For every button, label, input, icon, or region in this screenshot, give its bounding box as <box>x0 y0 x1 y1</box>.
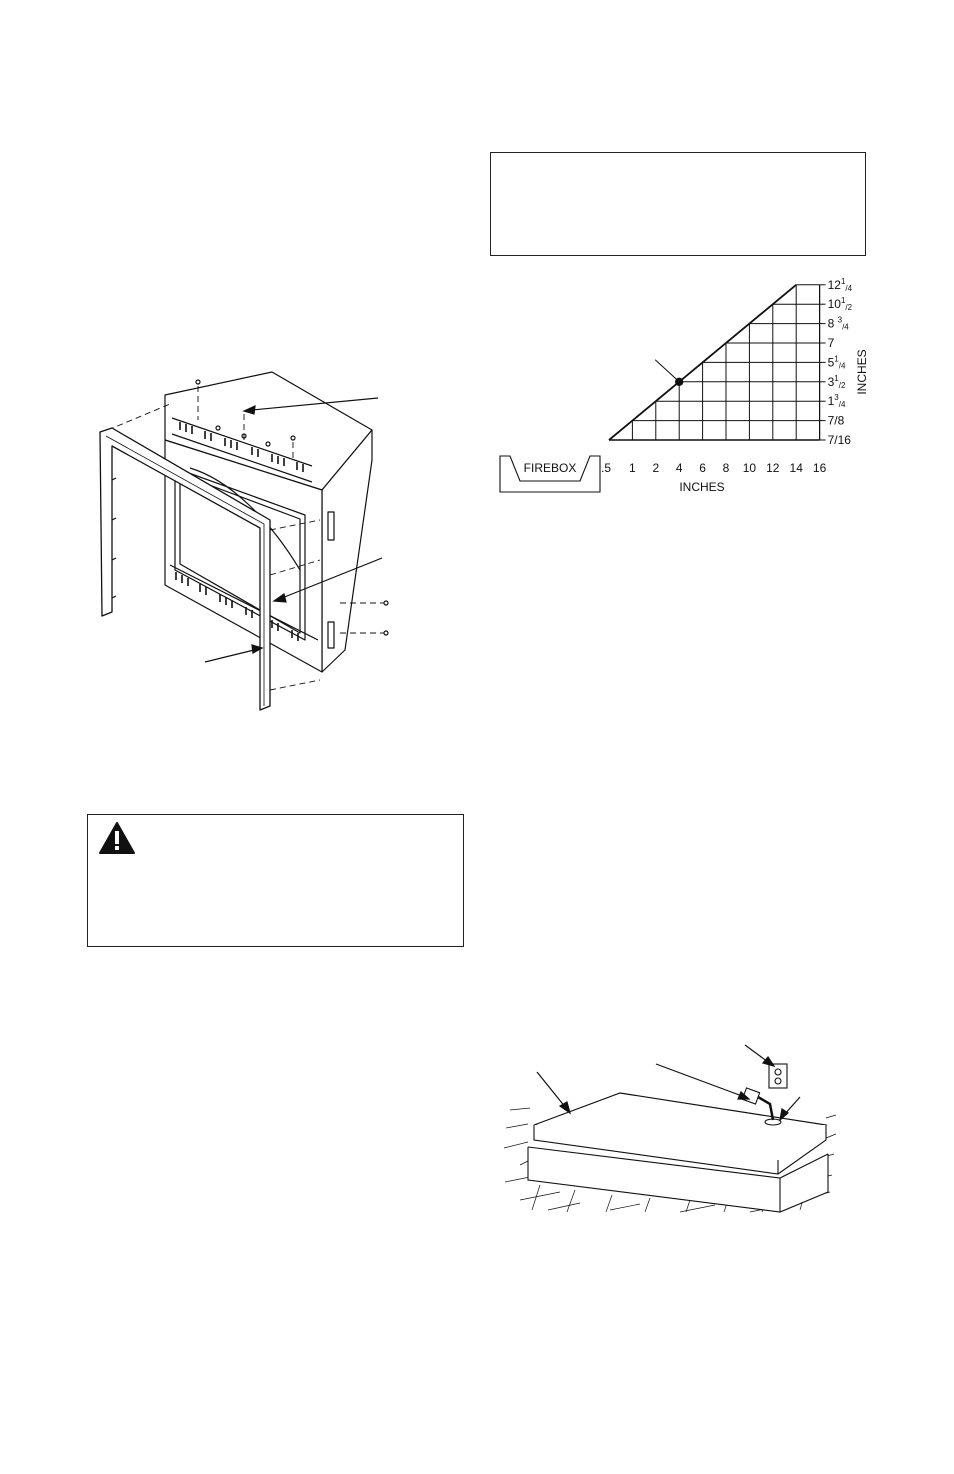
y-tick-label: $1^3_{/4}$ <box>827 393 846 410</box>
x-tick-label: 1 <box>629 461 636 475</box>
warning-triangle-icon <box>98 821 136 855</box>
x-tick-label: 8 <box>722 461 730 475</box>
y-tick-label: $5^1_{/4}$ <box>827 354 846 371</box>
hearth-power-cord-illustration <box>500 1040 840 1220</box>
warning-box <box>87 814 464 947</box>
y-tick-label: $3^1_{/2}$ <box>827 373 846 390</box>
y-tick-label: 7 <box>827 336 835 350</box>
highlight-leader-line <box>655 360 679 382</box>
x-tick-label: 2 <box>652 461 660 475</box>
y-tick-label: 7/8 <box>827 413 845 428</box>
y-tick-label: 8 $^3_{/4}$ <box>827 315 849 332</box>
x-tick-label: 14 <box>789 461 803 475</box>
x-tick-label: 6 <box>699 461 706 475</box>
fireplace-trim-illustration <box>90 360 400 720</box>
y-tick-label: 7/16 <box>827 433 851 447</box>
x-tick-label: .5 <box>600 461 612 475</box>
chart-x-axis-label: INCHES <box>679 480 725 494</box>
y-tick-label: $10^1_{/2}$ <box>827 296 853 313</box>
x-tick-label: 16 <box>812 461 827 475</box>
chart-y-axis-label: INCHES <box>855 349 869 395</box>
x-tick-label: 10 <box>742 461 757 475</box>
y-tick-label: $12^1_{/4}$ <box>827 276 853 293</box>
x-tick-label: 12 <box>766 461 780 475</box>
mantel-clearance-chart <box>495 270 880 510</box>
chart-y-ticks <box>820 277 853 447</box>
chart-grid <box>609 285 820 440</box>
x-tick-label: 4 <box>675 461 683 475</box>
firebox-label: FIREBOX <box>523 461 577 475</box>
note-box <box>490 152 866 256</box>
chart-x-ticks <box>601 461 827 475</box>
